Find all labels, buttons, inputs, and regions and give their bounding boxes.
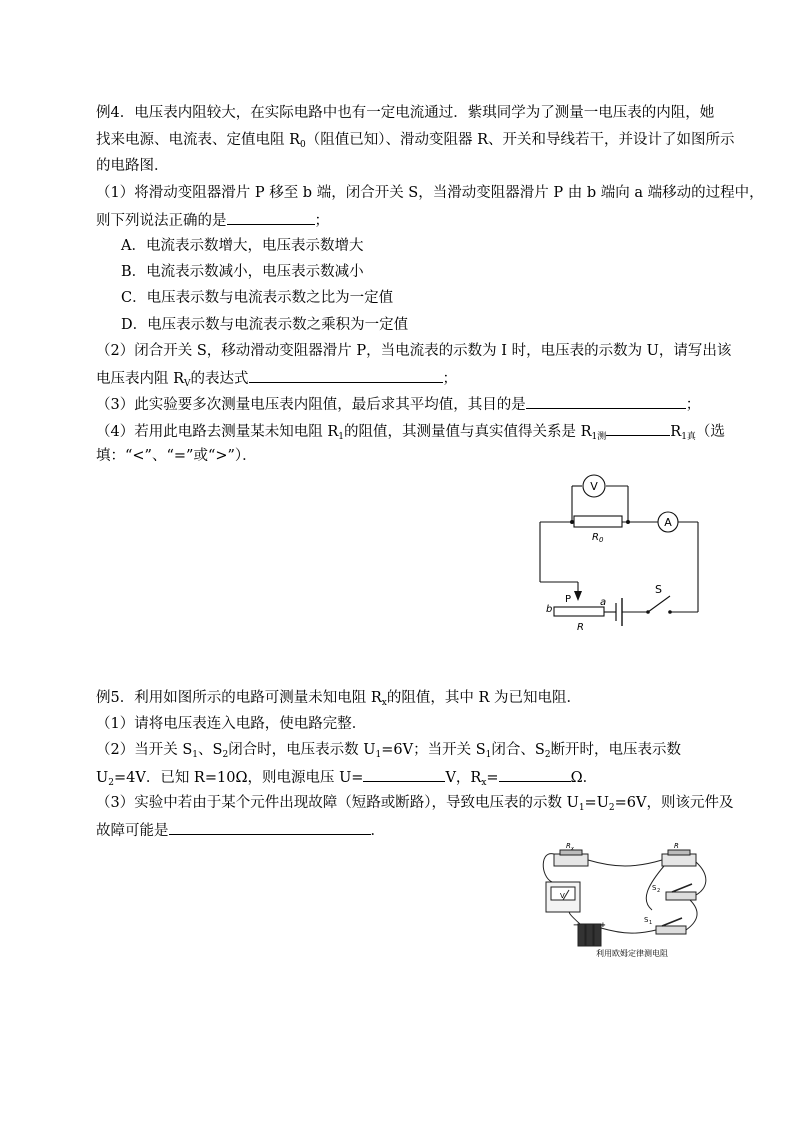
ex5-q3-line2: 故障可能是 ． [96,819,385,841]
svg-text:0: 0 [599,536,604,544]
ex5-rx-resistor [554,854,588,866]
svg-text:S: S [644,916,649,924]
ex4-option-c: C．电压表示数与电流表示数之比为一定值 [121,290,394,306]
ex4-q1-line2: 则下列说法正确的是 ； [96,209,329,231]
svg-text:V: V [590,480,598,493]
svg-text:R: R [577,622,584,633]
svg-text:S: S [655,583,662,596]
ex5-q2-line1: （2）当开关 $S_1$、$S_2$闭合时，电压表示数 $U_1=6V$；当开关 $S_1$闭合、$S_2$断开时，电压表示数 [96,742,682,760]
ex5-q3-answer-blank[interactable] [169,819,371,835]
ex4-switch-lever [648,596,670,612]
svg-text:−: − [573,921,579,929]
ex4-circuit-diagram [532,470,708,640]
svg-text:R: R [592,532,599,543]
ex4-option-b: B．电流表示数减小，电压表示数减小 [121,264,364,280]
svg-text:+: + [600,921,606,929]
svg-text:P: P [565,594,572,605]
ex4-q2-line1: （2）闭合开关 S，移动滑动变阻器滑片 P，当电流表的示数为 I 时，电压表的示数为 U，请写出该 [96,343,732,359]
ex5-q2-voltage-blank[interactable] [363,766,445,782]
ex4-q2-answer-blank[interactable] [249,367,443,383]
ex4-q3-answer-blank[interactable] [526,393,686,409]
ex4-q4-answer-blank[interactable] [606,420,670,436]
ex4-option-d: D．电压表示数与电流表示数之乘积为一定值 [121,317,409,333]
ex4-r0-resistor [574,516,622,527]
ex5-q2-rx-blank[interactable] [499,766,571,782]
ex5-r-resistor [662,854,696,866]
ex4-q1-line1: （1）将滑动变阻器滑片 P 移至 b 端，闭合开关 S，当滑动变阻器滑片 P 由 b 端向 a 端移动的过程中， [96,185,764,201]
ex5-figure-caption: 利用欧姆定律测电阻 [596,949,668,958]
ex4-intro-line1: 例4．电压表内阻较大，在实际电路中也有一定电流通过．紫琪同学为了测量一电压表的内阻，她 [96,105,715,121]
ex4-q4-line2: 填：“<”、“=”或“>”）． [96,448,257,464]
ex4-q1-answer-blank[interactable] [227,209,315,225]
svg-text:2: 2 [657,888,661,894]
svg-text:A: A [664,516,672,529]
svg-text:R: R [566,842,571,850]
ex4-q4-line1: （4）若用此电路去测量某未知电阻 $R_1$的阻值，其测量值与真实值得关系是 $R_{1测}$ $R_{1真}$（选 [96,420,725,442]
svg-text:R: R [674,842,679,850]
ex5-switch-s2 [666,892,696,900]
ex4-intro-line3: 的电路图． [96,158,169,174]
ex5-battery [578,924,585,946]
svg-text:1: 1 [649,920,653,926]
ex4-q2-line2: 电压表内阻 $R_V$的表达式 ； [96,367,457,389]
ex5-switch-s1 [656,926,686,934]
svg-text:b: b [546,604,553,615]
svg-text:V: V [560,892,565,900]
ex4-q3-line: （3）此实验要多次测量电压表内阻值，最后求其平均值，其目的是 ； [96,393,700,415]
svg-text:S: S [652,884,657,892]
ex4-intro-line2: 找来电源、电流表、定值电阻 $R_0$（阻值已知）、滑动变阻器 R、开关和导线若干，并设计了如图所示 [96,132,735,150]
ex4-option-a: A．电流表示数增大，电压表示数增大 [121,238,364,254]
ex4-rheostat [554,607,604,616]
ex4-slider-arrow [574,591,582,601]
svg-text:x: x [571,846,574,852]
svg-text:a: a [600,597,607,608]
ex5-q3-line1: （3）实验中若由于某个元件出现故障（短路或断路），导致电压表的示数 $U_1=U_2=6V$，则该元件及 [96,795,734,813]
ex5-q2-line2: $U_2=4V$．已知 R=10Ω，则电源电压 U= V，$R_x= \Omega$． [96,766,597,788]
ex5-intro: 例5．利用如图所示的电路可测量未知电阻 $R_x$的阻值，其中 R 为已知电阻． [96,690,581,708]
ex5-q1: （1）请将电压表连入电路，使电路完整． [96,716,367,732]
ex5-apparatus-figure [540,840,720,962]
